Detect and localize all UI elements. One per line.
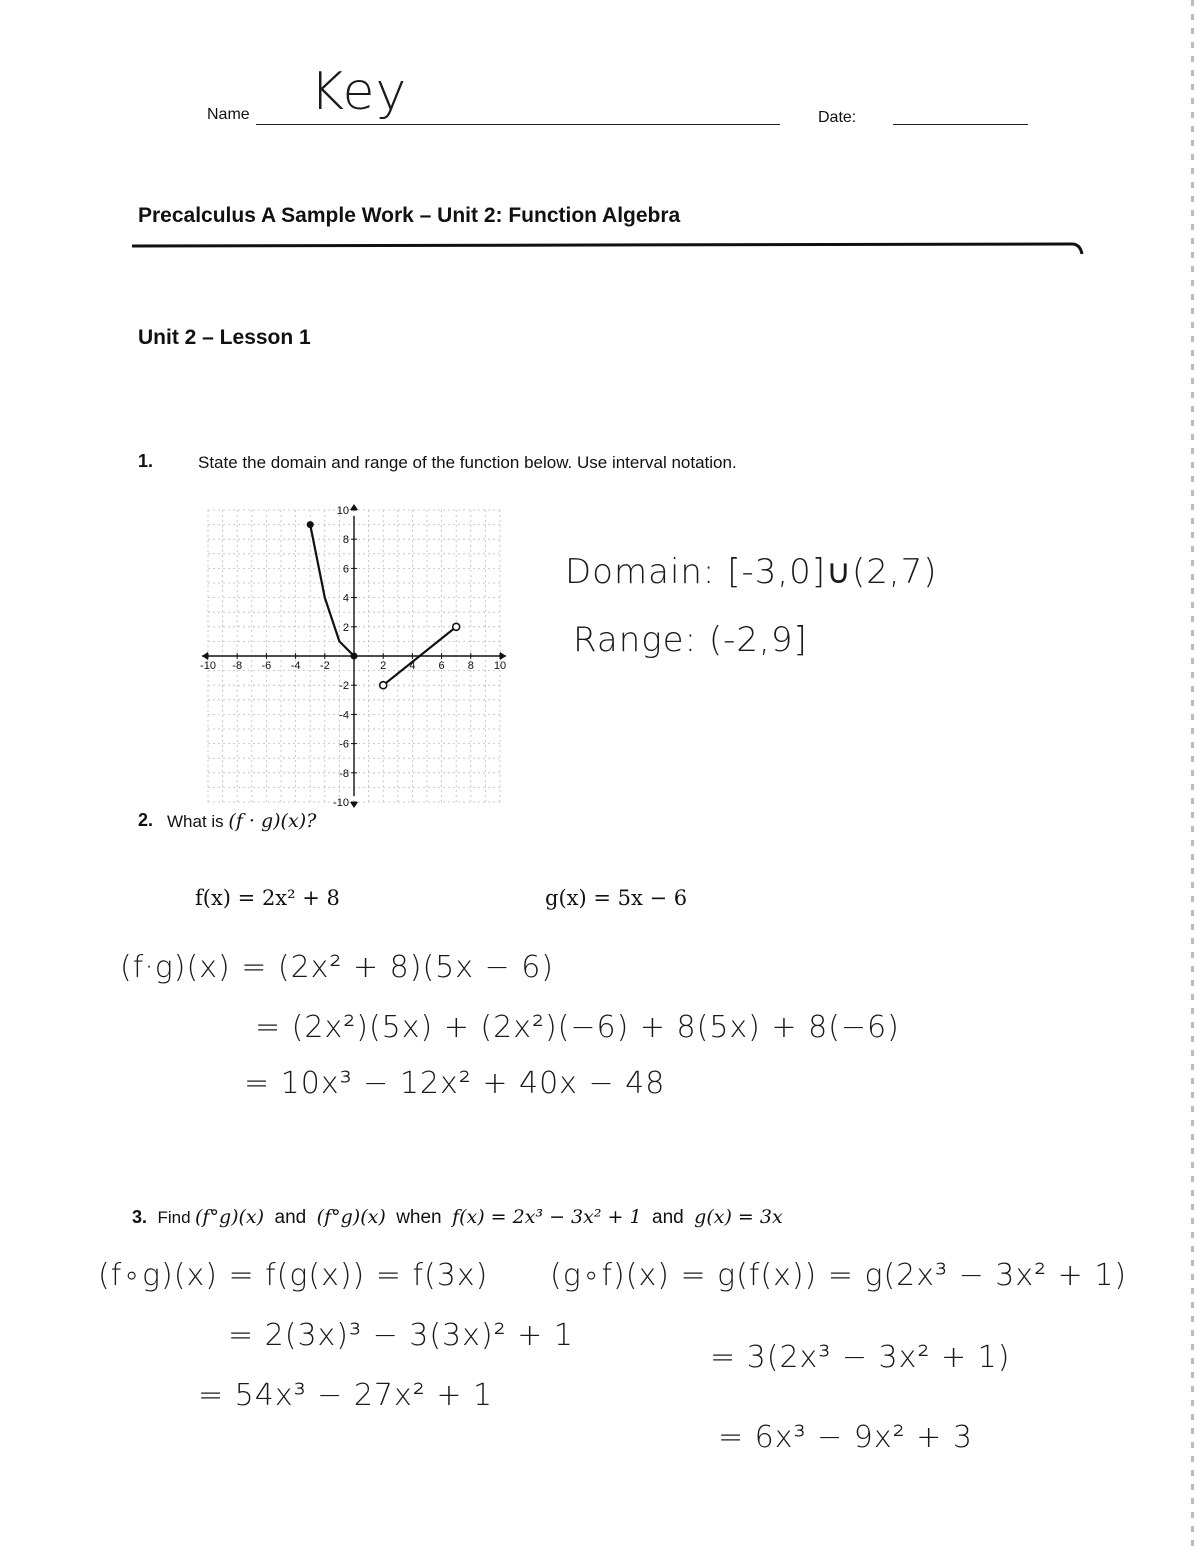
x-tick-label: 8 [467, 660, 474, 672]
y-tick-label: -4 [339, 709, 349, 722]
q2-prompt-text: What is [167, 812, 224, 831]
segment-end-point-open [453, 623, 460, 630]
q1-prompt: State the domain and range of the function below. Use interval notation. [198, 453, 737, 472]
q2-g-definition: g(x) = 5x − 6 [545, 886, 688, 910]
x-tick-label: -2 [319, 660, 330, 672]
q2-work-line-2: = (2x²)(5x) + (2x²)(−6) + 8(5x) + 8(−6) [255, 1010, 900, 1045]
q2-work-line-3: = 10x³ − 12x² + 40x − 48 [244, 1066, 666, 1101]
q3-f-definition: f(x) = 2x³ − 3x² + 1 [452, 1206, 642, 1228]
name-label: Name [207, 106, 250, 123]
q3-right-line-1: (g∘f)(x) = g(f(x)) = g(2x³ − 3x² + 1) [550, 1258, 1128, 1293]
y-tick-label: 8 [342, 534, 349, 547]
q2-prompt [167, 810, 316, 832]
q2-prompt-math: (f · g)(x)? [228, 810, 317, 832]
q1-domain-answer: Domain: [-3,0]∪(2,7) [565, 552, 938, 592]
q1-number: 1. [138, 451, 154, 471]
x-tick-label: 10 [493, 660, 507, 672]
q3-left-line-2: = 2(3x)³ − 3(3x)² + 1 [228, 1318, 574, 1353]
q2-number: 2. [138, 810, 154, 830]
q3-when: when [396, 1207, 442, 1228]
curve-start-point-closed [307, 521, 314, 528]
q1-range-answer: Range: (-2,9] [573, 620, 808, 660]
x-tick-label: -4 [290, 660, 301, 672]
q3-and-1: and [274, 1207, 307, 1228]
q3-and-2: and [652, 1207, 684, 1228]
q3-g-definition: g(x) = 3x [694, 1206, 783, 1228]
x-axis-arrow-left [202, 652, 208, 660]
lesson-heading: Unit 2 – Lesson 1 [138, 326, 311, 349]
x-tick-label: -8 [232, 660, 243, 672]
q3-left-line-3: = 54x³ − 27x² + 1 [198, 1378, 494, 1413]
y-tick-label: -6 [339, 738, 349, 751]
q3-find: Find [157, 1208, 191, 1227]
page-title: Precalculus A Sample Work – Unit 2: Function Algebra [138, 204, 681, 227]
q3-expr-2: (f°g)(x) [316, 1206, 386, 1228]
q1-graph [195, 300, 525, 809]
segment-start-point-open [380, 682, 387, 689]
q3-left-line-1: (f∘g)(x) = f(g(x)) = f(3x) [98, 1258, 489, 1293]
q2-f-definition: f(x) = 2x² + 8 [195, 886, 340, 910]
q3-right-line-3: = 6x³ − 9x² + 3 [718, 1420, 973, 1455]
x-tick-label: 6 [438, 660, 445, 672]
y-tick-label: -2 [339, 680, 349, 693]
q3-right-line-2: = 3(2x³ − 3x² + 1) [710, 1340, 1011, 1375]
title-rule [130, 240, 1090, 264]
y-tick-label: -8 [339, 767, 349, 780]
curve-end-point-closed [351, 653, 358, 660]
q3-prompt [132, 1206, 783, 1229]
name-value[interactable]: Key [310, 62, 408, 122]
x-axis-arrow-right [500, 652, 506, 660]
date-label: Date: [818, 109, 857, 126]
date-underline[interactable] [893, 124, 1028, 125]
y-tick-label: 2 [342, 621, 349, 634]
x-tick-label: -6 [261, 660, 272, 672]
q3-number: 3. [132, 1207, 148, 1227]
y-tick-label: 6 [342, 563, 349, 576]
x-tick-label: 2 [380, 660, 387, 672]
y-tick-label: -10 [333, 797, 349, 809]
y-tick-label: 10 [336, 505, 349, 517]
x-tick-label: 4 [409, 660, 416, 672]
x-tick-label: -10 [200, 660, 216, 672]
q3-expr-1: (f°g)(x) [195, 1206, 265, 1228]
y-tick-label: 4 [342, 592, 349, 605]
y-axis-arrow-down [350, 802, 358, 808]
y-axis-arrow-up [350, 504, 358, 510]
name-underline [256, 124, 780, 125]
scan-edge [1191, 0, 1194, 1553]
q2-work-line-1: (f·g)(x) = (2x² + 8)(5x − 6) [120, 950, 554, 985]
